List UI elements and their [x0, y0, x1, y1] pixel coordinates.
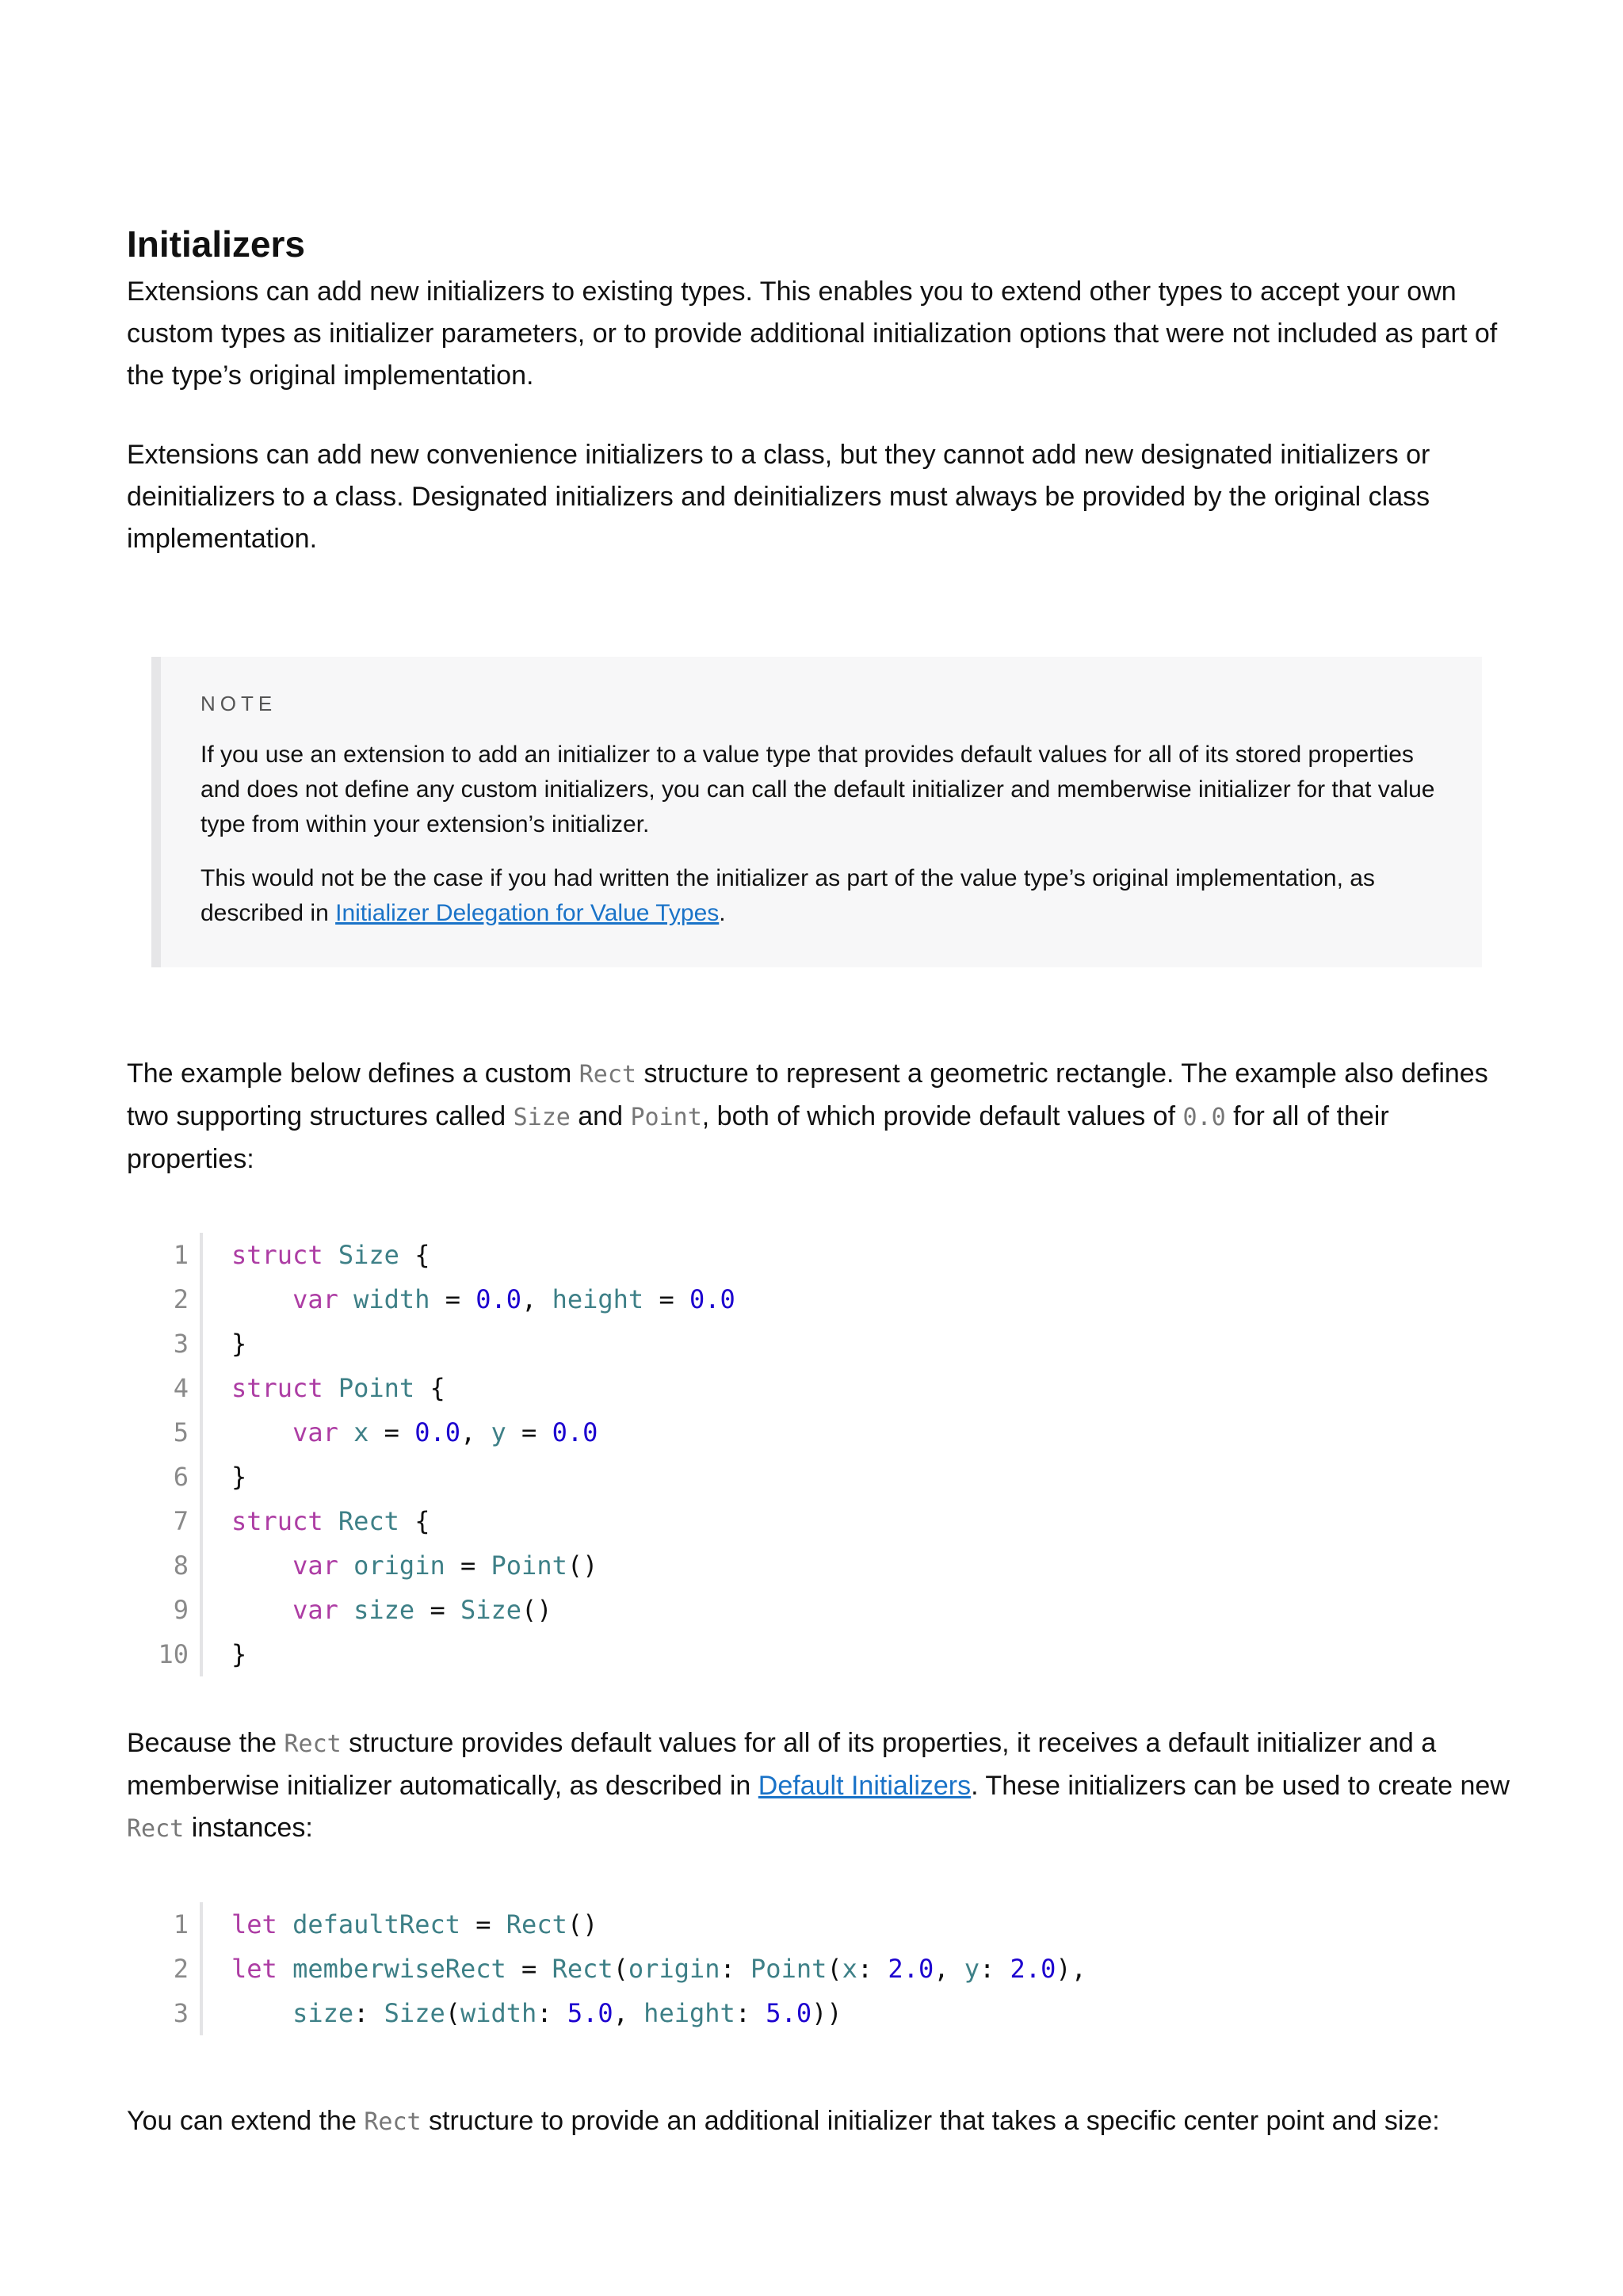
code-token: var	[292, 1550, 338, 1581]
code-token: Point	[338, 1373, 415, 1403]
text: structure to provide an additional initializer that takes a specific center point and size:	[421, 2106, 1440, 2136]
code-token: =	[506, 1954, 552, 1984]
code-token: ))	[812, 1998, 842, 2028]
convenience-paragraph: Extensions can add new convenience initializers to a class, but they cannot add new designated initializers or deinitializers to a class. Designated initializers and deinitializers must always be provided by the original class implementation.	[127, 440, 1430, 554]
line-number: 1	[136, 1902, 203, 1947]
code-token: :	[980, 1954, 1010, 1984]
example-paragraph	[127, 1053, 1514, 1180]
code-token	[323, 1240, 338, 1270]
inline-code: Rect	[364, 2108, 422, 2136]
code-token	[338, 1284, 353, 1314]
text: Because the	[127, 1728, 285, 1758]
code-token	[231, 1284, 292, 1314]
code-token: size	[353, 1595, 415, 1625]
code-text	[203, 1233, 430, 1277]
code-token: 2.0	[888, 1954, 934, 1984]
code-token: struct	[231, 1506, 323, 1536]
text: for all of their properties:	[127, 1101, 1389, 1174]
code-token: =	[460, 1909, 506, 1939]
code-line	[136, 1366, 1514, 1410]
code-token: y	[491, 1417, 506, 1447]
code-token: ),	[1056, 1954, 1086, 1984]
code-line	[136, 1322, 1514, 1366]
code-token: 5.0	[567, 1998, 613, 2028]
code-token: :	[735, 1998, 766, 2028]
code-token: :	[353, 1998, 384, 2028]
code-text	[203, 1410, 598, 1455]
code-token: ()	[567, 1909, 598, 1939]
code-line	[136, 1947, 1514, 1991]
code-token: :	[537, 1998, 567, 2028]
code-token: {	[414, 1373, 445, 1403]
code-token: var	[292, 1595, 338, 1625]
code-token: Point	[491, 1550, 567, 1581]
code-token: 2.0	[1010, 1954, 1056, 1984]
code-token: Rect	[552, 1954, 613, 1984]
code-token: 0.0	[552, 1417, 598, 1447]
code-token: origin	[628, 1954, 720, 1984]
code-token	[277, 1954, 292, 1984]
text: instances:	[184, 1813, 313, 1843]
code-line	[136, 1902, 1514, 1947]
code-token: memberwiseRect	[292, 1954, 506, 1984]
code-token: (	[613, 1954, 628, 1984]
inline-code: Point	[630, 1104, 702, 1131]
code-text	[203, 1543, 598, 1588]
code-text	[203, 1277, 735, 1322]
code-token: Size	[460, 1595, 522, 1625]
code-token: width	[353, 1284, 430, 1314]
line-number: 2	[136, 1277, 203, 1322]
code-token: ,	[934, 1954, 964, 1984]
note-box	[151, 657, 1482, 967]
line-number: 8	[136, 1543, 203, 1588]
line-number: 6	[136, 1455, 203, 1499]
text: The example below defines a custom	[127, 1058, 579, 1089]
inline-code: Size	[513, 1104, 571, 1131]
text: structure to represent a geometric rectangle. The example also defines two supporting structures called	[127, 1058, 1488, 1131]
text: . These initializers can be used to create new	[971, 1771, 1510, 1801]
section-title: Initializers	[127, 223, 305, 265]
code-token: Size	[338, 1240, 399, 1270]
code-token: ,	[460, 1417, 491, 1447]
code-token: x	[842, 1954, 857, 1984]
initializer-delegation-link[interactable]: Initializer Delegation for Value Types	[335, 900, 720, 926]
line-number: 7	[136, 1499, 203, 1543]
line-number: 4	[136, 1366, 203, 1410]
line-number: 3	[136, 1991, 203, 2035]
code-token	[323, 1373, 338, 1403]
code-token: defaultRect	[292, 1909, 460, 1939]
line-number: 9	[136, 1588, 203, 1632]
code-token: struct	[231, 1373, 323, 1403]
code-token: }	[231, 1462, 247, 1492]
code-token: {	[399, 1240, 430, 1270]
code-token: }	[231, 1639, 247, 1669]
inline-code: Rect	[127, 1815, 185, 1843]
code-line	[136, 1233, 1514, 1277]
code-text	[203, 1499, 430, 1543]
code-token: x	[353, 1417, 369, 1447]
code-token: 5.0	[766, 1998, 812, 2028]
default-initializers-link[interactable]: Default Initializers	[758, 1771, 972, 1801]
code-text	[203, 1632, 246, 1676]
code-token: struct	[231, 1240, 323, 1270]
code-token	[231, 1550, 292, 1581]
code-token: Point	[750, 1954, 827, 1984]
code-text	[203, 1588, 552, 1632]
code-listing-structs	[136, 1233, 1514, 1676]
code-listing-instances	[136, 1902, 1514, 2035]
code-token: Rect	[338, 1506, 399, 1536]
code-text	[203, 1991, 842, 2035]
code-token: let	[231, 1954, 277, 1984]
code-token: var	[292, 1284, 338, 1314]
code-token: 0.0	[475, 1284, 522, 1314]
line-number: 10	[136, 1632, 203, 1676]
extend-paragraph	[127, 2100, 1514, 2143]
text: and	[570, 1101, 631, 1131]
note-text-2	[200, 861, 1450, 931]
code-text	[203, 1947, 1086, 1991]
code-token: :	[857, 1954, 888, 1984]
code-token	[338, 1417, 353, 1447]
code-token: let	[231, 1909, 277, 1939]
code-token: =	[506, 1417, 552, 1447]
code-token: size	[292, 1998, 354, 2028]
code-token: =	[430, 1284, 476, 1314]
code-token: width	[460, 1998, 537, 2028]
code-token: ,	[613, 1998, 644, 2028]
code-token: {	[399, 1506, 430, 1536]
code-line	[136, 1455, 1514, 1499]
line-number: 5	[136, 1410, 203, 1455]
code-token: ()	[567, 1550, 598, 1581]
note-heading: NOTE	[200, 692, 277, 715]
code-line	[136, 1410, 1514, 1455]
code-token: height	[643, 1998, 735, 2028]
code-token: =	[369, 1417, 415, 1447]
text: You can extend the	[127, 2106, 365, 2136]
intro-paragraph: Extensions can add new initializers to existing types. This enables you to extend other types to accept your own custom types as initializer parameters, or to provide additional initialization options that were not included as part of the type’s original implementation.	[127, 277, 1498, 391]
code-line	[136, 1499, 1514, 1543]
code-text	[203, 1366, 445, 1410]
code-token: (	[445, 1998, 460, 2028]
default-init-paragraph	[127, 1722, 1514, 1850]
code-token: var	[292, 1417, 338, 1447]
code-token: :	[720, 1954, 751, 1984]
code-token: ()	[521, 1595, 552, 1625]
note-text-2-end: .	[719, 900, 726, 926]
code-line	[136, 1632, 1514, 1676]
code-line	[136, 1991, 1514, 2035]
code-token: =	[445, 1550, 491, 1581]
inline-code: Rect	[284, 1730, 342, 1758]
code-token: ,	[521, 1284, 552, 1314]
text: structure provides default values for all of its properties, it receives a default initializer and a memberwise initializer automatically, as described in	[127, 1728, 1437, 1801]
code-token: origin	[353, 1550, 445, 1581]
line-number: 3	[136, 1322, 203, 1366]
note-text: If you use an extension to add an initializer to a value type that provides default values for all of its stored properties and does not define any custom initializers, you can call the default initializer and memberwise initializer for that value type from within your extension’s initializer.	[200, 742, 1435, 837]
code-line	[136, 1543, 1514, 1588]
inline-code: Rect	[579, 1061, 636, 1089]
line-number: 1	[136, 1233, 203, 1277]
code-token: Size	[384, 1998, 445, 2028]
code-token: Rect	[506, 1909, 567, 1939]
code-token: (	[827, 1954, 842, 1984]
text: , both of which provide default values of	[701, 1101, 1183, 1131]
code-token	[338, 1595, 353, 1625]
code-token	[323, 1506, 338, 1536]
line-number: 2	[136, 1947, 203, 1991]
code-token: y	[964, 1954, 980, 1984]
code-text	[203, 1455, 246, 1499]
code-line	[136, 1277, 1514, 1322]
inline-code: 0.0	[1182, 1104, 1226, 1131]
note-text-2-start: This would not be the case if you had written the initializer as part of the value type’s original implementation, as described in	[200, 865, 1375, 926]
code-token: height	[552, 1284, 644, 1314]
code-token: 0.0	[414, 1417, 460, 1447]
code-text	[203, 1902, 598, 1947]
code-token	[231, 1595, 292, 1625]
document-page	[127, 219, 1514, 2143]
code-line	[136, 1588, 1514, 1632]
code-token: 0.0	[689, 1284, 735, 1314]
code-token: =	[414, 1595, 460, 1625]
code-token	[231, 1417, 292, 1447]
code-token	[338, 1550, 353, 1581]
code-token	[231, 1998, 292, 2028]
code-token	[277, 1909, 292, 1939]
code-token: =	[643, 1284, 689, 1314]
code-text	[203, 1322, 246, 1366]
code-token: }	[231, 1329, 247, 1359]
